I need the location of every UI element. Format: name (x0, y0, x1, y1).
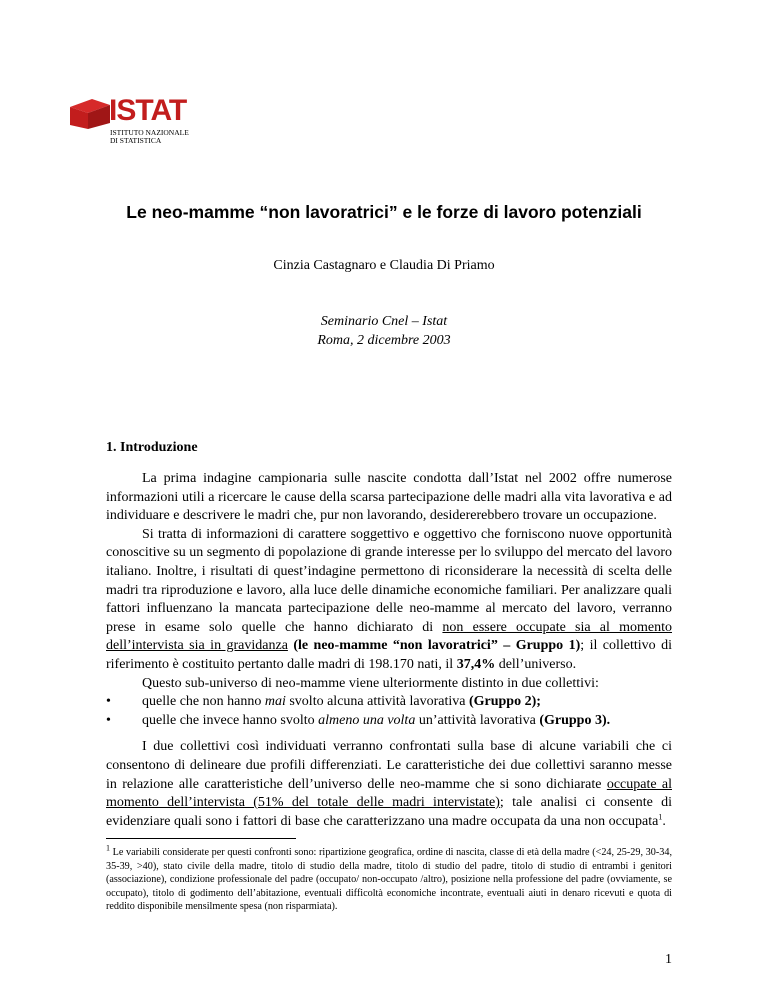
section-heading: 1. Introduzione (106, 440, 198, 455)
b1-text: quelle che non hanno (142, 694, 265, 710)
p4-text: I due collettivi così individuati verranno confrontati sulla base di alcune variabili che ci consentono di delineare due profili differenziati. Le caratteristiche dei due collettivi saranno messe in relazione alle caratteristiche dell’universo delle neo-mamme che si sono dichiarate (106, 739, 672, 792)
p2-mid: ; il collettivo di riferimento è costituito pertanto dalle madri di 198.170 nati, il (106, 638, 672, 672)
p2-text: Si tratta di informazioni di carattere soggettivo e oggettivo che forniscono nuove opportunità conoscitive su un segmento di popolazione di grande interesse per lo sviluppo del mercato del lavoro italiano. Inoltre, i risultati di quest’indagine permettono di riconsiderare la necessità di scelta delle madri tra riproduzione e lavoro, alla luce delle dinamiche economiche familiari. Per analizzare quali fattori influenzano la mancata partecipazione delle neo-mamme al mercato del lavoro, verranno prese in esame solo quelle che hanno dichiarato di (106, 526, 672, 635)
page-number: 1 (665, 952, 672, 967)
document-title: Le neo-mamme “non lavoratrici” e le forze di lavoro potenziali (126, 202, 642, 222)
footnote-text: Le variabili considerate per questi confronti sono: ripartizione geografica, ordine di nascita, classe di età della madre (<24, 25-29, 30-34, 35-39, >40), stato civile della madre, titolo di studio della madre, titolo di studio del padre, titolo di studio di entrambi i genitori (associazione), condizione professionale del padre (occupato/ non-occupato /altro), posizione nella professione del padre (ovviamente, se occupato), titolo di godimento dell’abitazione, eventuali difficoltà economiche incontrate, eventuali aiuti in denaro ricevuti e quota di reddito disponibile mensilmente spesa (non risparmiata). (106, 847, 672, 913)
seminar-info (0, 312, 768, 350)
logo-subtitle (110, 129, 220, 145)
footnote (106, 843, 672, 914)
p2-end: dell’universo. (495, 656, 577, 672)
paragraph-3: Questo sub-universo di neo-mamme viene ulteriormente distinto in due collettivi: (142, 675, 599, 691)
list-item (106, 712, 672, 731)
paragraph-4 (106, 738, 672, 831)
p2-percent: 37,4% (456, 656, 496, 672)
b2-italic: almeno una volta (318, 712, 416, 728)
b1-group: (Gruppo 2); (468, 694, 541, 710)
b2-text: quelle che invece hanno svolto (142, 712, 319, 728)
p2-underlined: non essere occupate sia al momento dell’intervista sia in gravidanza (106, 619, 672, 654)
p4-end: ; tale analisi ci consente di evidenziare quali sono i fattori di base che caratterizzano una madre occupata da una non occupata (106, 795, 672, 829)
p2-bold: (le neo-mamme “non lavoratrici” – Gruppo 1) (287, 638, 581, 654)
b1-text-2: svolto alcuna attività lavorativa (285, 694, 469, 710)
group-list (106, 693, 672, 730)
seminar-date: Roma, 2 dicembre 2003 (317, 333, 451, 348)
b2-text-2: un’attività lavorativa (415, 712, 540, 728)
paragraph-2 (106, 526, 672, 675)
body-text (106, 470, 672, 837)
istat-logo (70, 95, 210, 145)
footnote-ref[interactable]: 1 (658, 812, 663, 822)
logo-subtitle-line1: ISTITUTO NAZIONALE (110, 128, 189, 137)
p4-underlined: occupate al momento dell’intervista (51% del totale delle madri intervistate) (106, 776, 672, 811)
seminar-name: Seminario Cnel – Istat (320, 314, 448, 329)
authors: Cinzia Castagnaro e Claudia Di Priamo (273, 258, 495, 273)
b2-group: (Gruppo 3). (539, 712, 611, 728)
logo-subtitle-line2: DI STATISTICA (110, 136, 162, 145)
p4-dot: . (662, 813, 666, 829)
b1-italic: mai (264, 694, 286, 710)
footnote-number: 1 (106, 843, 110, 853)
logo-wordmark: ISTAT (109, 94, 187, 127)
paragraph-1: La prima indagine campionaria sulle nascite condotta dall’Istat nel 2002 offre numerose informazioni utili a ricercare le cause della scarsa partecipazione delle madri alla vita lavorativa e ad individuare e descrivere le madri che, pur non lavorando, desidererebbero trovare un occupazione. (106, 471, 672, 524)
footnote-divider (106, 838, 296, 839)
list-item (106, 693, 672, 712)
istat-building-icon (70, 97, 110, 129)
